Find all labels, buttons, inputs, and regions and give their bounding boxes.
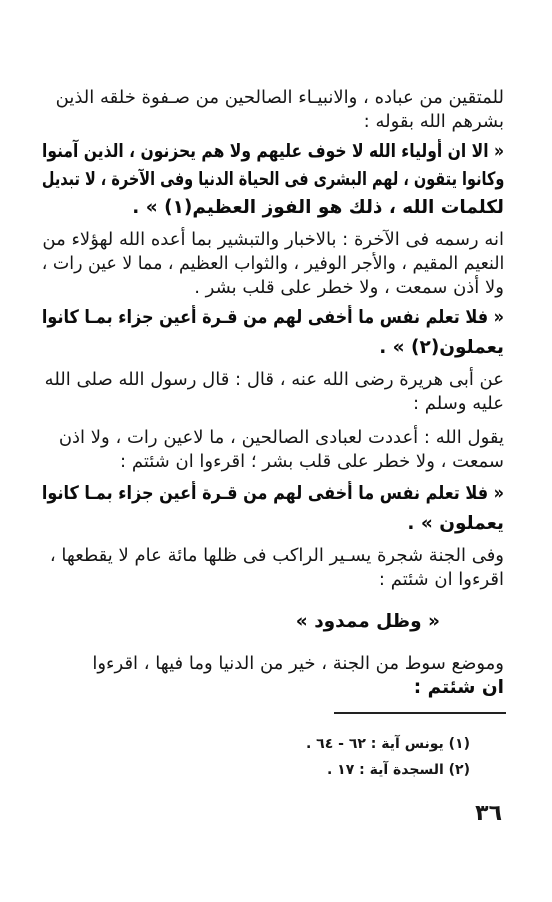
hadith-line-1: يقول الله : أعددت لعبادى الصالحين ، ما لاعين رات ، ولا اذن [58,427,504,448]
footnote-2: (٢) السجدة آية : ١٧ . [326,762,470,778]
quran-verse-line-1: « الا ان أولياء الله لا خوف عليهم ولا هم يحزنون ، الذين آمنوا [41,141,504,162]
quran-verse-line-8: « وظل ممدود » [295,611,440,632]
text-line-18: اقرءوا ان شئتم : [378,569,504,590]
text-line-17: وفى الجنة شجرة يسـير الراكب فى ظلها مائة عام لا يقطعها ، [49,545,504,566]
text-line-6: انه رسمه فى الآخرة : بالاخبار والتبشير بما أعده الله لهؤلاء من [42,229,504,250]
footnote-divider [334,712,506,714]
quran-verse-line-5: يعملون(٢) » . [379,337,504,358]
quran-verse-line-6: « فلا تعلم نفس ما أخفى لهم من قـرة أعين جزاء بمـا كانوا [41,483,504,504]
footnote-1: (١) يونس آية : ٦٢ - ٦٤ . [305,736,470,752]
quran-verse-line-7: يعملون » . [407,513,504,534]
hadith-intro-line-2: عليه وسلم : [412,393,504,414]
page-number: ٣٦ [475,801,502,826]
quran-verse-line-3: لكلمات الله ، ذلك هو الفوز العظيم(١) » . [132,197,504,218]
text-line-21: ان شئتم : [413,677,504,698]
hadith-line-2: سمعت ، ولا خطر على قلب بشر ؛ اقرءوا ان شئتم : [120,451,504,472]
quran-verse-line-2: وكانوا يتقون ، لهم البشرى فى الحياة الدنيا وفى الآخرة ، لا تبديل [41,169,504,190]
quran-verse-line-4: « فلا تعلم نفس ما أخفى لهم من قـرة أعين جزاء بمـا كانوا [41,307,504,328]
text-line-20: وموضع سوط من الجنة ، خير من الدنيا وما فيها ، اقرءوا [92,653,504,674]
hadith-intro-line-1: عن أبى هريرة رضى الله عنه ، قال : قال رسول الله صلى الله [44,369,504,390]
text-line-7: النعيم المقيم ، والأجر الوفير ، والثواب العظيم ، مما لا عين رات ، [41,253,504,274]
text-line-1: للمتقين من عباده ، والانبيـاء الصالحين من صـفوة خلقه الذين [55,87,504,108]
text-line-2: بشرهم الله بقوله : [363,111,504,132]
text-line-8: ولا أذن سمعت ، ولا خطر على قلب بشر . [194,277,504,298]
